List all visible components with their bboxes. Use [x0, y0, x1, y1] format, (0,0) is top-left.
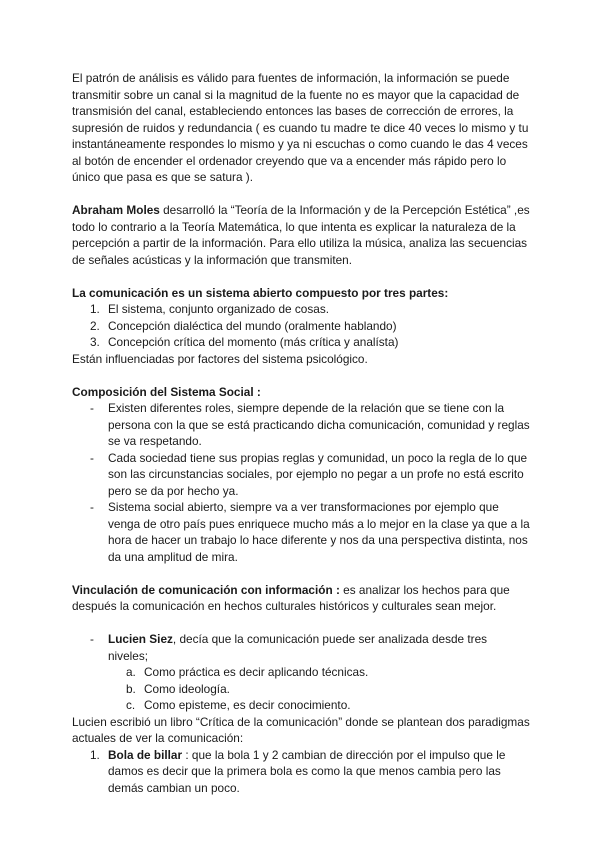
- list-item: 3. Concepción crítica del momento (más crítica y analísta): [90, 335, 399, 349]
- paragraph-abraham-moles: [72, 202, 530, 268]
- list-item: c. Como episteme, es decir conocimiento.: [126, 698, 351, 712]
- list-item-lucien: - Lucien Siez, decía que la comunicación puede ser analizada desde tres niveles;: [90, 632, 488, 663]
- heading-linking: Vinculación de comunicación con información :: [72, 582, 340, 597]
- psychological-note: Están influenciadas por factores del sistema psicológico.: [72, 351, 368, 366]
- list-item: 1. Bola de billar : que la bola 1 y 2 cambian de dirección por el impulso que le damos es decir que la primera bola es como la que menos cambia pero las demás cambian un poco.: [90, 747, 506, 795]
- list-item: a. Como práctica es decir aplicando técnicas.: [126, 665, 369, 679]
- paragraph-lucien-book: Lucien escribió un libro “Crítica de la comunicación” donde se plantean dos paradigmas actuales de ver la comunicación:: [72, 714, 530, 745]
- list-item: 1. El sistema, conjunto organizado de cosas.: [90, 302, 329, 316]
- moles-text: desarrolló la “Teoría de la Información y de la Percepción Estética” ,es todo lo contrario a la Teoría Matemática, lo que intenta es explicar la naturaleza de la percepción a partir de la información. Para ello utiliza la música, analiza las secuencias de señales acústicas y la información que transmiten.: [72, 203, 530, 267]
- paragraph-pattern-analysis: El patrón de análisis es válido para fuentes de información, la información se puede transmitir sobre un canal si la magnitud de la fuente no es mayor que la capacidad de transmisión del canal, estableciendo entonces las bases de corrección de errores, la supresión de ruidos y redundancia ( es cuando tu madre te dice 40 veces lo mismo y tu instantáneamente respondes lo mismo y ya ni escuchas o como cuando le das 4 veces al botón de encender el ordenador creyendo que va a encender más rápido pero lo único que pasa es que se satura ).: [72, 71, 529, 184]
- name-abraham-moles: Abraham Moles: [72, 203, 160, 217]
- term-billiard-ball: Bola de billar: [108, 747, 183, 762]
- list-item: - Cada sociedad tiene sus propias reglas y comunidad, un poco la regla de lo que son las circunstancias sociales, por ejemplo no pegar a un profe no está escrito pero se da por hecho ya.: [90, 450, 528, 498]
- list-item: b. Como ideología.: [126, 681, 230, 696]
- list-item: - Sistema social abierto, siempre va a ver transformaciones por ejemplo que venga de otro país pues enriquece mucho más a lo mejor en la clase ya que a la hora de hacer un trabajo lo hace diferente y nos da una perspectiva distinta, nos da una amplitud de mira.: [90, 500, 530, 564]
- document-page: [72, 70, 530, 796]
- paragraph-linking: Vinculación de comunicación con información : es analizar los hechos para que después la comunicación en hechos culturales históricos y culturales sean mejor.: [72, 582, 510, 613]
- list-item: - Existen diferentes roles, siempre depende de la relación que se tiene con la persona con la que se está practicando dicha comunicación, comunidad y reglas se va respetando.: [90, 401, 530, 448]
- heading-social-system: Composición del Sistema Social :: [72, 384, 261, 399]
- name-lucien-siez: Lucien Siez: [108, 632, 173, 646]
- list-item: 2. Concepción dialéctica del mundo (oralmente hablando): [90, 318, 397, 333]
- heading-open-system: La comunicación es un sistema abierto compuesto por tres partes:: [72, 285, 449, 300]
